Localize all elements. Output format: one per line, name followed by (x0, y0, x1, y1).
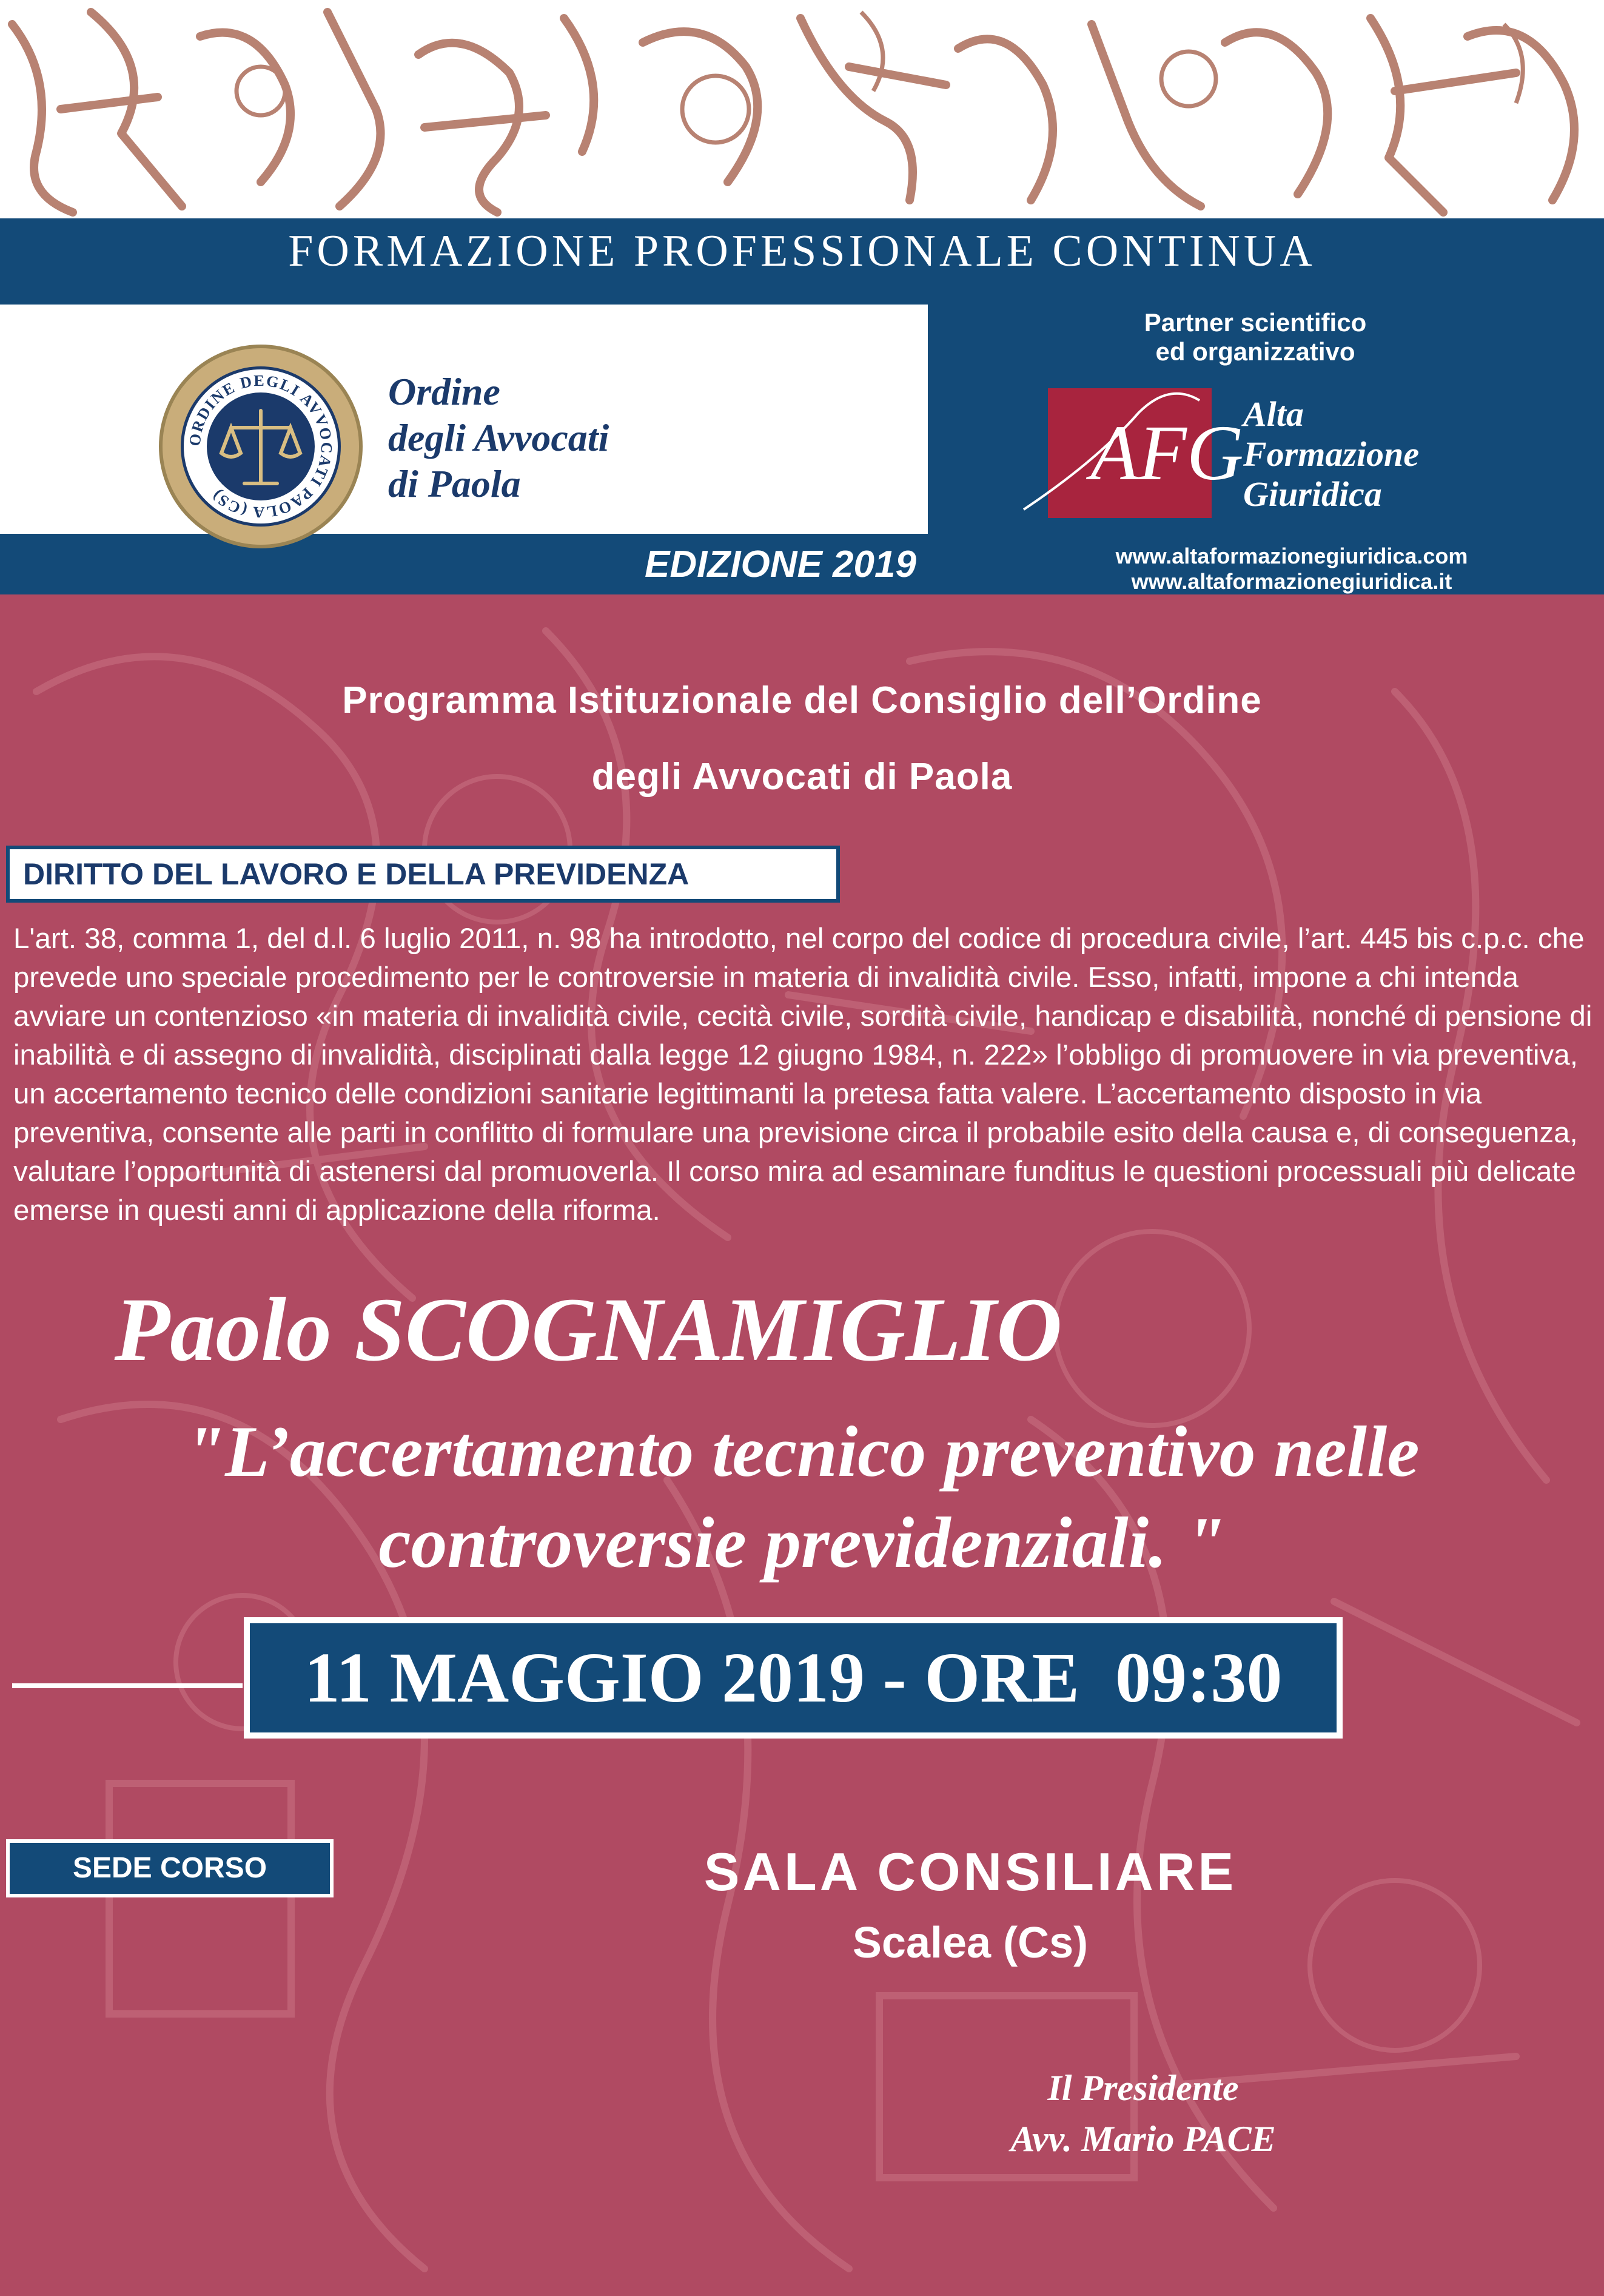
afg-letters: AFG (1090, 409, 1244, 497)
seal-text: ORDINE DEGLI AVVOCATI PAOLA (CS) (186, 371, 336, 522)
seal-core (207, 392, 315, 500)
website-link-it[interactable]: www.altaformazionegiuridica.it (1131, 569, 1452, 594)
afg-name (1243, 394, 1419, 514)
programma-heading (0, 662, 1604, 815)
partner-label-line1: Partner scientifico (1144, 308, 1367, 337)
ordine-name (388, 369, 609, 507)
signature-role: Il Presidente (1047, 2068, 1239, 2108)
website-link-com[interactable]: www.altaformazionegiuridica.com (1115, 544, 1468, 568)
partner-label (1025, 308, 1486, 366)
signature-name: Avv. Mario PACE (1010, 2119, 1276, 2159)
afg-name-line3: Giuridica (1243, 474, 1382, 514)
afg-name-line2: Formazione (1243, 434, 1420, 474)
ordine-name-line3: di Paola (388, 462, 521, 505)
ordine-name-line2: degli Avvocati (388, 416, 609, 459)
sede-label: SEDE CORSO (6, 1839, 334, 1897)
date-divider (12, 1683, 243, 1688)
venue-city: Scalea (Cs) (852, 1919, 1089, 1967)
programma-line1: Programma Istituzionale del Consiglio dell’Ordine (342, 679, 1262, 721)
talk-title-line2: controversie previdenziali. " (378, 1502, 1226, 1583)
afg-monogram-icon (1048, 388, 1244, 518)
scales-of-justice-icon (207, 392, 315, 500)
seal-inner-ring (181, 366, 341, 527)
edition-badge: EDIZIONE 2019 (626, 535, 935, 594)
partner-websites (1043, 544, 1540, 594)
programma-line2: degli Avvocati di Paola (591, 756, 1013, 798)
etching-illustration (0, 0, 1604, 218)
topic-label: DIRITTO DEL LAVORO E DELLA PREVIDENZA (6, 846, 840, 903)
ordine-seal-logo (159, 345, 363, 548)
talk-title-line1: "L’accertamento tecnico preventivo nelle (184, 1411, 1420, 1492)
afg-logo (1048, 388, 1244, 518)
signature-block (946, 2062, 1340, 2164)
decorative-etching-top (0, 0, 1604, 218)
ordine-name-line1: Ordine (388, 370, 500, 413)
partner-label-line2: ed organizzativo (1155, 337, 1355, 366)
header-title: FORMAZIONE PROFESSIONALE CONTINUA (288, 226, 1316, 276)
talk-title (0, 1406, 1604, 1588)
date-time-banner: 11 MAGGIO 2019 - ORE 09:30 (244, 1617, 1343, 1739)
course-description: L'art. 38, comma 1, del d.l. 6 luglio 2011, n. 98 ha introdotto, nel corpo del codice di procedura civile, l’art. 445 bis c.p.c. che prevede uno speciale procedimento per le controversie in materia di invalidità civile. Esso, infatti, impone a chi intenda avviare un contenzioso «in materia di invalidità civile, cecità civile, sordità civile, handicap e disabilità, nonché di pensione di inabilità e di assegno di invalidità, disciplinati dalla legge 12 giugno 1984, n. 222» l’obbligo di promuovere in via preventiva, un accertamento tecnico delle condizioni sanitarie legittimanti la pretesa fatta valere. L’accertamento disposto in via preventiva, consente alle parti in conflitto di formulare una previsione circa il probabile esito della causa e, di conseguenza, valutare l’opportunità di astenersi dal promuoverla. Il corso mira ad esaminare funditus le questioni processuali più delicate emerse in questi anni di applicazione della riforma. (13, 923, 1592, 1227)
venue-name: SALA CONSILIARE (703, 1842, 1237, 1902)
afg-name-line1: Alta (1243, 394, 1304, 434)
speaker-name: Paolo SCOGNAMIGLIO (114, 1279, 1062, 1380)
